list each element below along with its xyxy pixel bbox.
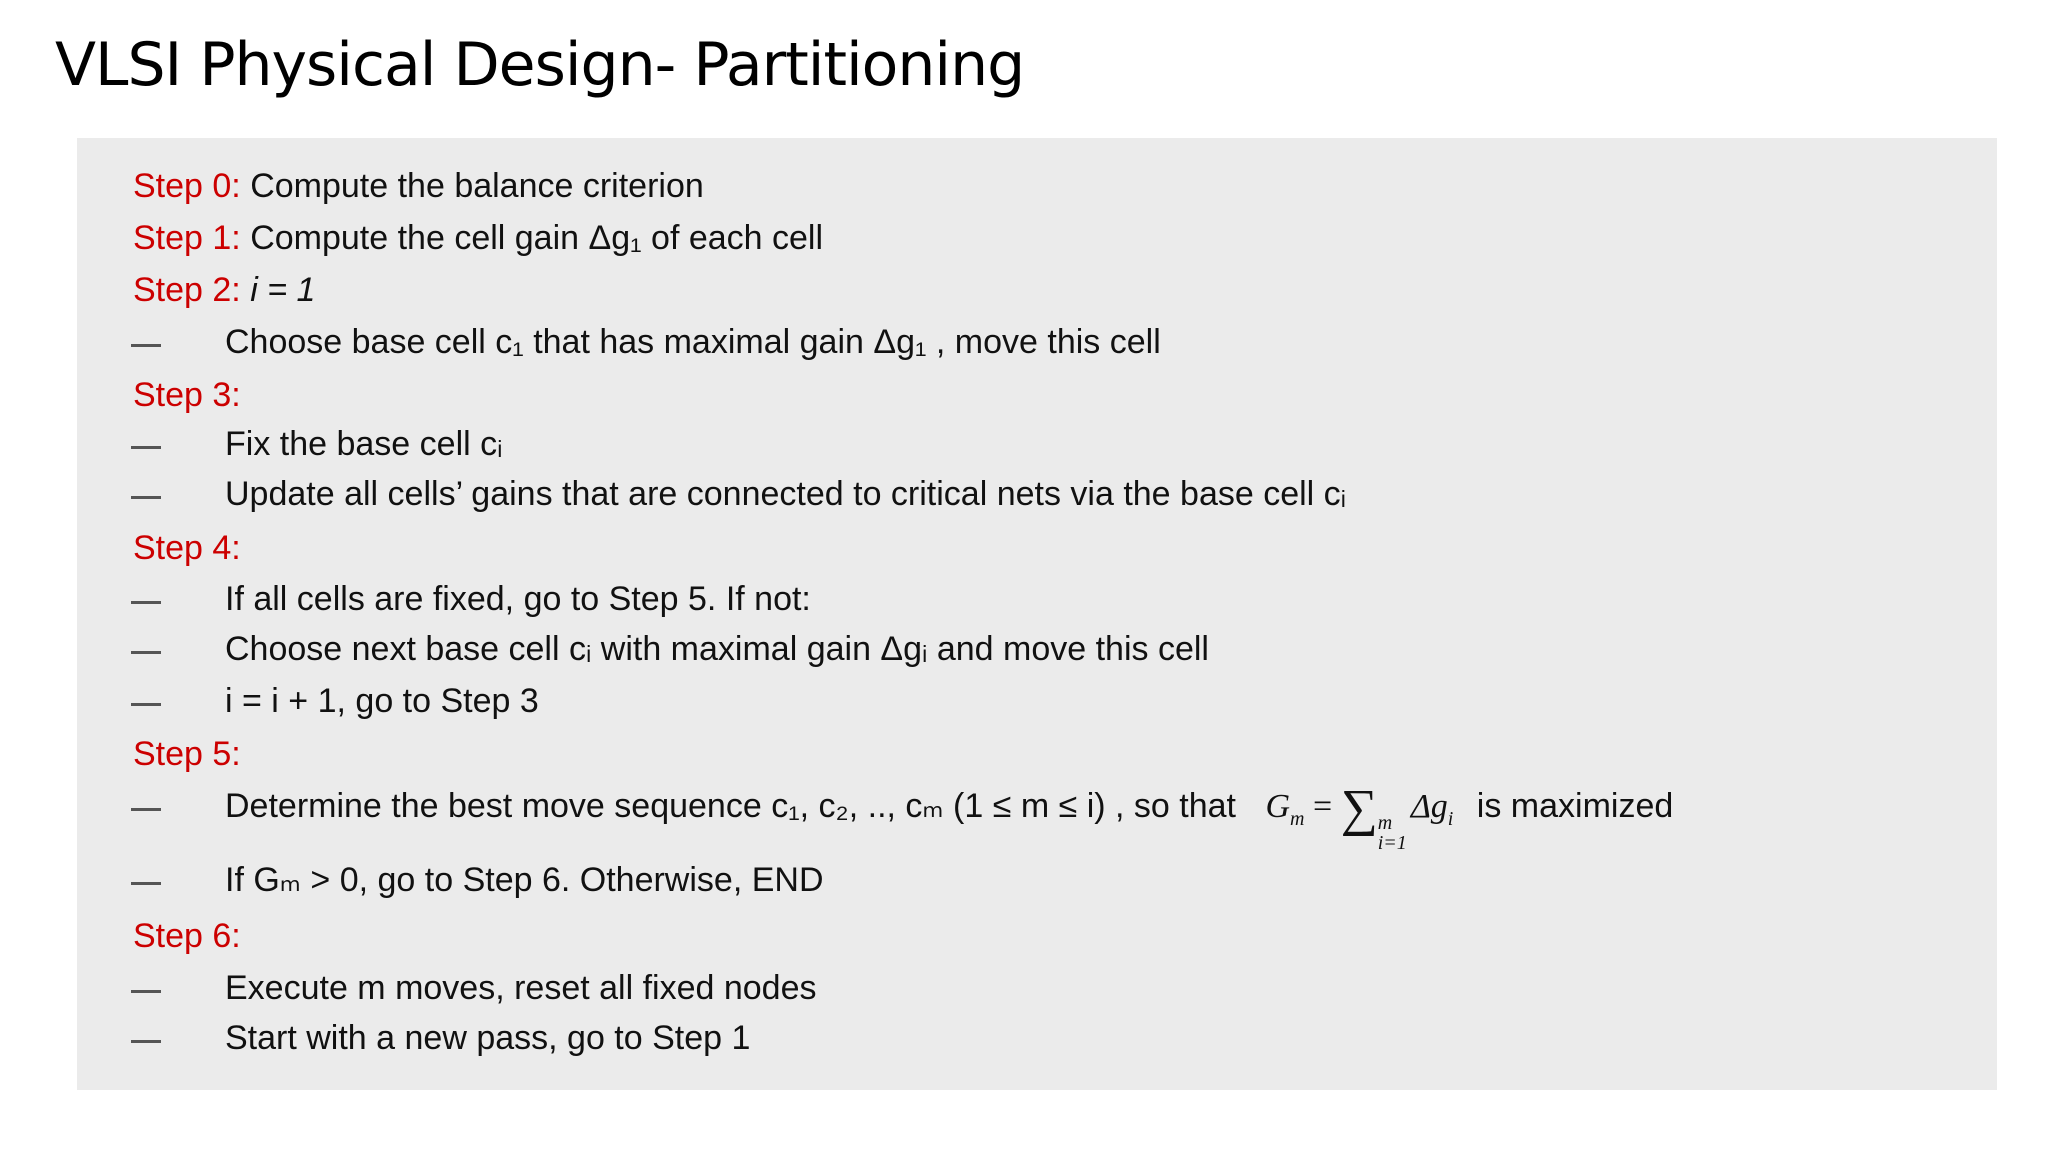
formula-lower: i=1 bbox=[1377, 832, 1407, 854]
step-1-line bbox=[133, 218, 823, 258]
dash-bullet bbox=[131, 496, 161, 499]
step-0-text: Compute the balance criterion bbox=[240, 167, 704, 205]
sigma-symbol: ∑ bbox=[1340, 780, 1378, 837]
step-3-bullet-1: Fix the base cell cᵢ bbox=[225, 425, 503, 463]
dash-bullet bbox=[131, 651, 161, 654]
step-5-bullet-1 bbox=[225, 780, 1674, 854]
formula-lhs-sub: m bbox=[1290, 807, 1305, 830]
step-5-bullet-1-text: Determine the best move sequence c₁, c₂, .., cₘ (1 ≤ m ≤ i) , so that bbox=[225, 787, 1237, 825]
step-6-label: Step 6: bbox=[133, 917, 241, 955]
formula-term: Δg bbox=[1410, 788, 1448, 825]
step-5-bullet-2: If Gₘ > 0, go to Step 6. Otherwise, END bbox=[225, 861, 824, 899]
dash-bullet bbox=[131, 808, 161, 811]
step-3-label: Step 3: bbox=[133, 376, 241, 414]
step-4-bullet-3: i = i + 1, go to Step 3 bbox=[225, 682, 539, 720]
formula-eq: = bbox=[1304, 788, 1341, 825]
dash-bullet bbox=[131, 601, 161, 604]
step-2-text: i = 1 bbox=[240, 271, 316, 309]
step-5-label: Step 5: bbox=[133, 735, 241, 773]
step-2-line bbox=[133, 270, 315, 310]
formula-lhs: G bbox=[1265, 788, 1291, 825]
dash-bullet bbox=[131, 344, 161, 347]
step-3-bullet-2: Update all cells’ gains that are connected to critical nets via the base cell cᵢ bbox=[225, 475, 1347, 513]
dash-bullet bbox=[131, 882, 161, 885]
step-3-line bbox=[133, 375, 241, 415]
dash-bullet bbox=[131, 703, 161, 706]
step-6-bullet-2: Start with a new pass, go to Step 1 bbox=[225, 1019, 751, 1057]
slide-title: VLSI Physical Design- Partitioning bbox=[55, 30, 1025, 100]
step-4-bullet-1: If all cells are fixed, go to Step 5. If not: bbox=[225, 580, 811, 618]
formula-upper: m bbox=[1377, 812, 1393, 834]
step-1-label: Step 1: bbox=[133, 219, 241, 257]
dash-bullet bbox=[131, 446, 161, 449]
step-5-bullet-1-suffix: is maximized bbox=[1476, 787, 1674, 825]
step-2-bullet-1: Choose base cell c₁ that has maximal gain Δg₁ , move this cell bbox=[225, 323, 1161, 361]
dash-bullet bbox=[131, 990, 161, 993]
step-4-label: Step 4: bbox=[133, 529, 241, 567]
step-0-line bbox=[133, 166, 704, 206]
step-5-line bbox=[133, 734, 241, 774]
step-6-bullet-1: Execute m moves, reset all fixed nodes bbox=[225, 969, 817, 1007]
step-4-bullet-2: Choose next base cell cᵢ with maximal gain Δgᵢ and move this cell bbox=[225, 630, 1209, 668]
step-0-label: Step 0: bbox=[133, 167, 241, 205]
gain-sum-formula bbox=[1265, 780, 1454, 854]
formula-term-sub: i bbox=[1447, 807, 1454, 830]
dash-bullet bbox=[131, 1040, 161, 1043]
step-1-text: Compute the cell gain Δg₁ of each cell bbox=[240, 219, 824, 257]
step-2-label: Step 2: bbox=[133, 271, 241, 309]
step-6-line bbox=[133, 916, 241, 956]
step-4-line bbox=[133, 528, 241, 568]
